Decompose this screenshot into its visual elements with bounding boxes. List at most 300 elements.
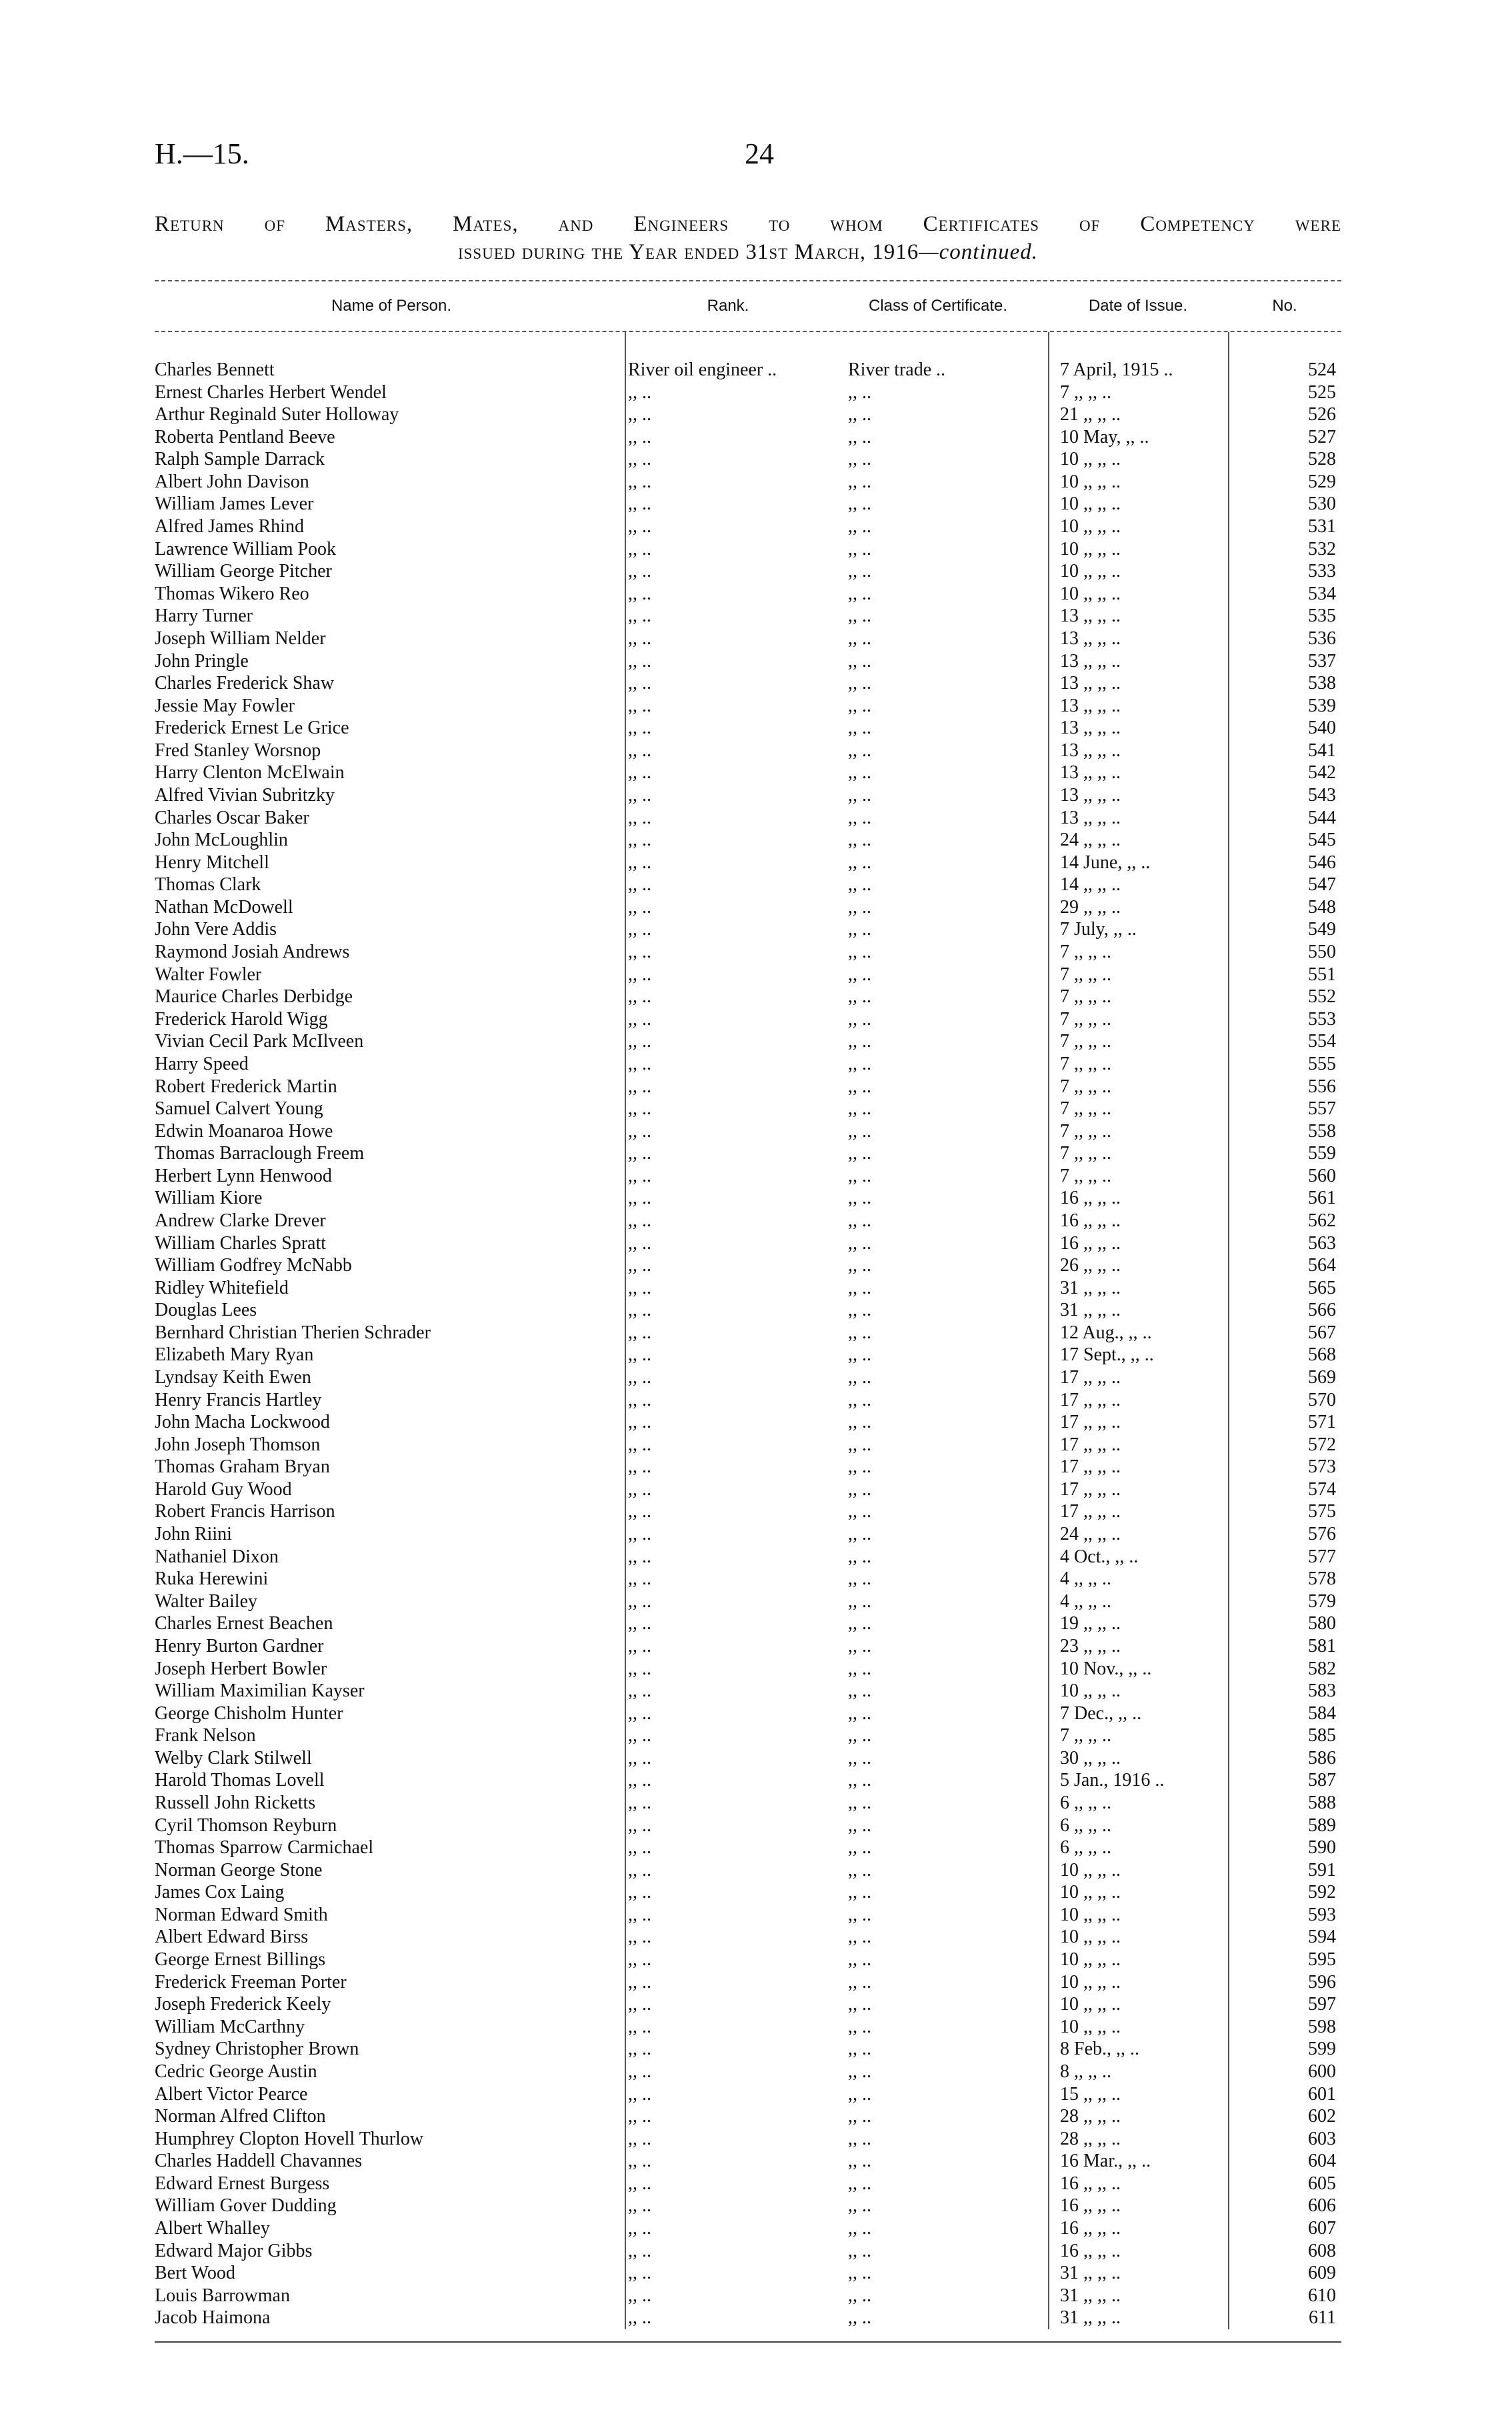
person-name: Bernhard Christian Therien Schrader xyxy=(155,1322,431,1343)
table-row xyxy=(155,1389,1341,1412)
date-of-issue-cell: 7 ,, ,, .. xyxy=(1060,986,1111,1008)
certificate-class-cell: ,, .. xyxy=(848,919,871,940)
certificate-class-cell: ,, .. xyxy=(848,1927,871,1948)
page-number: 24 xyxy=(745,137,774,170)
person-name: Vivian Cecil Park McIlveen xyxy=(155,1031,364,1052)
table-row xyxy=(155,2061,1341,2083)
person-name: Charles Oscar Baker xyxy=(155,807,309,828)
certificate-class-cell: ,, .. xyxy=(848,1478,871,1500)
certificate-class-cell: ,, .. xyxy=(848,1165,871,1186)
table-row xyxy=(155,359,1341,381)
certificates-table xyxy=(155,280,1341,2343)
rank-cell: ,, .. xyxy=(628,2106,651,2127)
date-of-issue-cell: 4 Oct., ,, .. xyxy=(1060,1546,1139,1567)
rank-cell: ,, .. xyxy=(628,784,651,806)
certificate-class-cell: ,, .. xyxy=(848,1434,871,1455)
person-name: Edward Ernest Burgess xyxy=(155,2173,330,2194)
person-name: Henry Burton Gardner xyxy=(155,1635,324,1656)
certificate-class-cell: River trade .. xyxy=(848,359,946,380)
person-name: Cedric George Austin xyxy=(155,2061,317,2082)
date-of-issue-cell: 13 ,, ,, .. xyxy=(1060,762,1121,784)
certificate-class-cell: ,, .. xyxy=(848,1994,871,2015)
certificate-number-cell: 562 xyxy=(1308,1210,1336,1231)
certificate-class-cell: ,, .. xyxy=(848,1389,871,1410)
date-of-issue-cell: 13 ,, ,, .. xyxy=(1060,695,1121,716)
table-row xyxy=(155,1859,1341,1882)
table-row xyxy=(155,1120,1341,1143)
date-of-issue-cell: 5 Jan., 1916 .. xyxy=(1060,1770,1165,1791)
date-of-issue-cell: 7 ,, ,, .. xyxy=(1060,964,1111,985)
table-row xyxy=(155,1344,1341,1366)
person-name: Ruka Herewini xyxy=(155,1568,269,1590)
certificate-number-cell: 611 xyxy=(1309,2307,1336,2329)
person-name: Harry Speed xyxy=(155,1053,249,1074)
table-row xyxy=(155,695,1341,718)
person-name: Cyril Thomson Reyburn xyxy=(155,1814,337,1836)
date-of-issue-cell: 17 ,, ,, .. xyxy=(1060,1434,1121,1455)
column-divider xyxy=(625,332,626,2329)
table-row xyxy=(155,1277,1341,1300)
certificate-number-cell: 579 xyxy=(1308,1590,1336,1612)
table-row xyxy=(155,672,1341,695)
date-of-issue-cell: 4 ,, ,, .. xyxy=(1060,1590,1111,1612)
certificate-class-cell: ,, .. xyxy=(848,807,871,828)
date-of-issue-cell: 23 ,, ,, .. xyxy=(1060,1635,1121,1656)
table-row xyxy=(155,471,1341,493)
person-name: John Pringle xyxy=(155,650,249,672)
column-header-rank: Rank. xyxy=(707,297,749,315)
certificate-number-cell: 575 xyxy=(1308,1501,1336,1522)
date-of-issue-cell: 8 Feb., ,, .. xyxy=(1060,2039,1139,2060)
date-of-issue-cell: 14 June, ,, .. xyxy=(1060,852,1151,873)
person-name: Maurice Charles Derbidge xyxy=(155,986,353,1008)
rank-cell: ,, .. xyxy=(628,1165,651,1186)
table-row xyxy=(155,1881,1341,1904)
certificate-number-cell: 566 xyxy=(1308,1300,1336,1321)
certificate-class-cell: ,, .. xyxy=(848,2240,871,2261)
certificate-number-cell: 585 xyxy=(1308,1725,1336,1746)
date-of-issue-cell: 10 ,, ,, .. xyxy=(1060,1949,1121,1971)
date-of-issue-cell: 31 ,, ,, .. xyxy=(1060,1300,1121,1321)
rank-cell: ,, .. xyxy=(628,964,651,985)
person-name: Sydney Christopher Brown xyxy=(155,2039,359,2060)
date-of-issue-cell: 13 ,, ,, .. xyxy=(1060,673,1121,694)
person-name: Alfred Vivian Subritzky xyxy=(155,784,335,806)
rank-cell: ,, .. xyxy=(628,852,651,873)
certificate-class-cell: ,, .. xyxy=(848,1658,871,1679)
date-of-issue-cell: 16 Mar., ,, .. xyxy=(1060,2151,1151,2172)
table-row xyxy=(155,986,1341,1008)
certificate-number-cell: 602 xyxy=(1308,2106,1336,2127)
certificate-number-cell: 601 xyxy=(1308,2083,1336,2105)
certificate-number-cell: 537 xyxy=(1308,650,1336,672)
certificate-number-cell: 556 xyxy=(1308,1076,1336,1097)
table-row xyxy=(155,1702,1341,1725)
date-of-issue-cell: 29 ,, ,, .. xyxy=(1060,896,1121,918)
certificate-class-cell: ,, .. xyxy=(848,2128,871,2149)
certificate-number-cell: 589 xyxy=(1308,1814,1336,1836)
certificate-number-cell: 571 xyxy=(1308,1412,1336,1433)
person-name: George Ernest Billings xyxy=(155,1949,326,1971)
certificate-number-cell: 533 xyxy=(1308,561,1336,582)
table-row xyxy=(155,2016,1341,2039)
rank-cell: ,, .. xyxy=(628,1143,651,1164)
person-name: John Joseph Thomson xyxy=(155,1434,321,1455)
table-row xyxy=(155,1456,1341,1478)
table-row xyxy=(155,1837,1341,1859)
date-of-issue-cell: 7 July, ,, .. xyxy=(1060,919,1137,940)
rank-cell: ,, .. xyxy=(628,1927,651,1948)
person-name: Jacob Haimona xyxy=(155,2307,271,2329)
rank-cell: ,, .. xyxy=(628,1792,651,1813)
table-row xyxy=(155,2195,1341,2217)
person-name: Charles Haddell Chavannes xyxy=(155,2151,363,2172)
person-name: John Macha Lockwood xyxy=(155,1412,330,1433)
rank-cell: ,, .. xyxy=(628,1255,651,1276)
certificate-class-cell: ,, .. xyxy=(848,471,871,492)
person-name: Herbert Lynn Henwood xyxy=(155,1165,332,1186)
certificate-class-cell: ,, .. xyxy=(848,1344,871,1366)
date-of-issue-cell: 7 Dec., ,, .. xyxy=(1060,1702,1142,1724)
date-of-issue-cell: 10 ,, ,, .. xyxy=(1060,1971,1121,1993)
certificate-class-cell: ,, .. xyxy=(848,942,871,963)
certificate-number-cell: 534 xyxy=(1308,583,1336,604)
person-name: John Vere Addis xyxy=(155,919,277,940)
rank-cell: ,, .. xyxy=(628,1008,651,1030)
certificate-class-cell: ,, .. xyxy=(848,1792,871,1813)
rank-cell: ,, .. xyxy=(628,381,651,403)
date-of-issue-cell: 16 ,, ,, .. xyxy=(1060,2240,1121,2261)
rank-cell: ,, .. xyxy=(628,1524,651,1545)
certificate-class-cell: ,, .. xyxy=(848,1232,871,1254)
date-of-issue-cell: 10 ,, ,, .. xyxy=(1060,2016,1121,2037)
rank-cell: ,, .. xyxy=(628,2083,651,2105)
table-row xyxy=(155,381,1341,404)
table-row xyxy=(155,896,1341,919)
certificate-number-cell: 583 xyxy=(1308,1680,1336,1702)
title-continued: —continued. xyxy=(919,240,1038,264)
date-of-issue-cell: 7 ,, ,, .. xyxy=(1060,942,1111,963)
table-row xyxy=(155,448,1341,471)
person-name: William George Pitcher xyxy=(155,561,332,582)
certificate-class-cell: ,, .. xyxy=(848,404,871,425)
date-of-issue-cell: 13 ,, ,, .. xyxy=(1060,605,1121,627)
rank-cell: ,, .. xyxy=(628,650,651,672)
date-of-issue-cell: 10 ,, ,, .. xyxy=(1060,1859,1121,1881)
certificate-number-cell: 548 xyxy=(1308,896,1336,918)
certificate-number-cell: 576 xyxy=(1308,1524,1336,1545)
person-name: Harry Turner xyxy=(155,605,253,627)
certificate-number-cell: 563 xyxy=(1308,1232,1336,1254)
date-of-issue-cell: 31 ,, ,, .. xyxy=(1060,1277,1121,1298)
person-name: Nathaniel Dixon xyxy=(155,1546,279,1567)
date-of-issue-cell: 10 ,, ,, .. xyxy=(1060,561,1121,582)
table-row xyxy=(155,1993,1341,2016)
column-header-date: Date of Issue. xyxy=(1088,297,1188,315)
rank-cell: ,, .. xyxy=(628,695,651,716)
rank-cell: ,, .. xyxy=(628,516,651,537)
page-header xyxy=(155,137,1341,177)
certificate-class-cell: ,, .. xyxy=(848,1120,871,1142)
certificate-class-cell: ,, .. xyxy=(848,1882,871,1903)
date-of-issue-cell: 13 ,, ,, .. xyxy=(1060,807,1121,828)
certificate-number-cell: 581 xyxy=(1308,1635,1336,1656)
table-row xyxy=(155,1724,1341,1747)
certificate-number-cell: 600 xyxy=(1308,2061,1336,2082)
certificate-number-cell: 608 xyxy=(1308,2240,1336,2261)
person-name: Thomas Wikero Reo xyxy=(155,583,309,604)
table-bottom-rule xyxy=(155,2341,1341,2343)
table-row xyxy=(155,560,1341,583)
certificate-class-cell: ,, .. xyxy=(848,1971,871,1993)
table-row xyxy=(155,2150,1341,2173)
table-row xyxy=(155,1926,1341,1949)
certificate-class-cell: ,, .. xyxy=(848,381,871,403)
rank-cell: ,, .. xyxy=(628,1949,651,1971)
date-of-issue-cell: 31 ,, ,, .. xyxy=(1060,2307,1121,2329)
table-row xyxy=(155,1030,1341,1053)
date-of-issue-cell: 16 ,, ,, .. xyxy=(1060,2217,1121,2239)
person-name: Jessie May Fowler xyxy=(155,695,295,716)
person-name: Walter Bailey xyxy=(155,1590,258,1612)
certificate-number-cell: 598 xyxy=(1308,2016,1336,2037)
rank-cell: ,, .. xyxy=(628,1412,651,1433)
rank-cell: ,, .. xyxy=(628,2016,651,2037)
certificate-number-cell: 609 xyxy=(1308,2263,1336,2284)
table-row xyxy=(155,2128,1341,2151)
person-name: Raymond Josiah Andrews xyxy=(155,942,350,963)
person-name: Joseph William Nelder xyxy=(155,628,326,649)
table-row xyxy=(155,493,1341,515)
person-name: Walter Fowler xyxy=(155,964,262,985)
rank-cell: ,, .. xyxy=(628,673,651,694)
certificate-class-cell: ,, .. xyxy=(848,1524,871,1545)
table-row xyxy=(155,583,1341,605)
certificate-number-cell: 547 xyxy=(1308,874,1336,896)
rank-cell: ,, .. xyxy=(628,471,651,492)
rank-cell: ,, .. xyxy=(628,2151,651,2172)
table-row xyxy=(155,964,1341,986)
certificate-class-cell: ,, .. xyxy=(848,1501,871,1522)
certificate-class-cell: ,, .. xyxy=(848,2083,871,2105)
certificate-class-cell: ,, .. xyxy=(848,1322,871,1343)
table-row xyxy=(155,941,1341,964)
person-name: Ridley Whitefield xyxy=(155,1277,289,1298)
table-row xyxy=(155,829,1341,852)
certificate-number-cell: 586 xyxy=(1308,1747,1336,1768)
rank-cell: ,, .. xyxy=(628,1837,651,1859)
table-row xyxy=(155,1411,1341,1434)
certificate-class-cell: ,, .. xyxy=(848,2061,871,2082)
person-name: Harold Guy Wood xyxy=(155,1478,292,1500)
table-row xyxy=(155,605,1341,628)
date-of-issue-cell: 13 ,, ,, .. xyxy=(1060,784,1121,806)
table-row xyxy=(155,2173,1341,2195)
certificate-class-cell: ,, .. xyxy=(848,2173,871,2194)
person-name: Alfred James Rhind xyxy=(155,516,304,537)
rank-cell: ,, .. xyxy=(628,1590,651,1612)
certificate-number-cell: 568 xyxy=(1308,1344,1336,1366)
certificate-number-cell: 545 xyxy=(1308,830,1336,851)
rank-cell: ,, .. xyxy=(628,605,651,627)
certificate-class-cell: ,, .. xyxy=(848,1590,871,1612)
certificate-number-cell: 590 xyxy=(1308,1837,1336,1859)
date-of-issue-cell: 13 ,, ,, .. xyxy=(1060,650,1121,672)
rank-cell: ,, .. xyxy=(628,583,651,604)
certificate-class-cell: ,, .. xyxy=(848,673,871,694)
certificate-number-cell: 541 xyxy=(1308,740,1336,761)
date-of-issue-cell: 16 ,, ,, .. xyxy=(1060,1210,1121,1231)
date-of-issue-cell: 31 ,, ,, .. xyxy=(1060,2285,1121,2306)
person-name: Charles Bennett xyxy=(155,359,275,380)
person-name: Albert Whalley xyxy=(155,2217,270,2239)
certificate-class-cell: ,, .. xyxy=(848,2195,871,2217)
rank-cell: ,, .. xyxy=(628,1994,651,2015)
table-row xyxy=(155,2262,1341,2285)
date-of-issue-cell: 6 ,, ,, .. xyxy=(1060,1837,1111,1859)
certificate-number-cell: 546 xyxy=(1308,852,1336,873)
rank-cell: ,, .. xyxy=(628,830,651,851)
certificate-number-cell: 604 xyxy=(1308,2151,1336,2172)
date-of-issue-cell: 10 ,, ,, .. xyxy=(1060,493,1121,515)
table-row xyxy=(155,2105,1341,2128)
certificate-class-cell: ,, .. xyxy=(848,1568,871,1590)
certificate-class-cell: ,, .. xyxy=(848,2039,871,2060)
certificate-number-cell: 539 xyxy=(1308,695,1336,716)
date-of-issue-cell: 17 ,, ,, .. xyxy=(1060,1501,1121,1522)
rank-cell: ,, .. xyxy=(628,1635,651,1656)
table-row xyxy=(155,2307,1341,2329)
certificate-class-cell: ,, .. xyxy=(848,538,871,559)
rank-cell: ,, .. xyxy=(628,2285,651,2306)
rank-cell: ,, .. xyxy=(628,1322,651,1343)
certificate-number-cell: 549 xyxy=(1308,919,1336,940)
table-row xyxy=(155,874,1341,896)
certificate-number-cell: 588 xyxy=(1308,1792,1336,1813)
certificate-class-cell: ,, .. xyxy=(848,718,871,739)
certificate-number-cell: 567 xyxy=(1308,1322,1336,1343)
rank-cell: ,, .. xyxy=(628,2173,651,2194)
certificate-number-cell: 569 xyxy=(1308,1367,1336,1388)
certificate-number-cell: 543 xyxy=(1308,784,1336,806)
person-name: Nathan McDowell xyxy=(155,896,293,918)
title-line-1: Return of Masters, Mates, and Engineers to whom Certificates of Competency were xyxy=(155,212,1341,236)
table-row xyxy=(155,1322,1341,1344)
certificate-number-cell: 565 xyxy=(1308,1277,1336,1298)
person-name: John McLoughlin xyxy=(155,830,288,851)
person-name: John Riini xyxy=(155,1524,232,1545)
table-row xyxy=(155,1904,1341,1927)
rank-cell: ,, .. xyxy=(628,1546,651,1567)
certificate-class-cell: ,, .. xyxy=(848,1277,871,1298)
table-row xyxy=(155,1210,1341,1232)
certificate-class-cell: ,, .. xyxy=(848,852,871,873)
certificate-number-cell: 597 xyxy=(1308,1994,1336,2015)
rank-cell: ,, .. xyxy=(628,2307,651,2329)
date-of-issue-cell: 10 ,, ,, .. xyxy=(1060,516,1121,537)
person-name: Elizabeth Mary Ryan xyxy=(155,1344,314,1366)
certificate-number-cell: 536 xyxy=(1308,628,1336,649)
person-name: James Cox Laing xyxy=(155,1882,285,1903)
date-of-issue-cell: 17 Sept., ,, .. xyxy=(1060,1344,1154,1366)
certificate-number-cell: 540 xyxy=(1308,718,1336,739)
certificate-class-cell: ,, .. xyxy=(848,1255,871,1276)
certificate-class-cell: ,, .. xyxy=(848,2217,871,2239)
date-of-issue-cell: 19 ,, ,, .. xyxy=(1060,1613,1121,1634)
rank-cell: ,, .. xyxy=(628,1478,651,1500)
person-name: William Godfrey McNabb xyxy=(155,1255,352,1276)
person-name: Henry Mitchell xyxy=(155,852,269,873)
table-row xyxy=(155,1254,1341,1277)
certificate-class-cell: ,, .. xyxy=(848,830,871,851)
rank-cell: ,, .. xyxy=(628,718,651,739)
rank-cell: ,, .. xyxy=(628,2128,651,2149)
table-row xyxy=(155,1658,1341,1680)
certificate-number-cell: 529 xyxy=(1308,471,1336,492)
rank-cell: ,, .. xyxy=(628,1859,651,1881)
person-name: Douglas Lees xyxy=(155,1300,257,1321)
rank-cell: ,, .. xyxy=(628,807,651,828)
rank-cell: ,, .. xyxy=(628,986,651,1008)
table-row xyxy=(155,1814,1341,1837)
table-row xyxy=(155,1098,1341,1120)
certificate-class-cell: ,, .. xyxy=(848,1367,871,1388)
date-of-issue-cell: 7 ,, ,, .. xyxy=(1060,1165,1111,1186)
date-of-issue-cell: 10 ,, ,, .. xyxy=(1060,1927,1121,1948)
certificate-number-cell: 593 xyxy=(1308,1904,1336,1925)
date-of-issue-cell: 10 ,, ,, .. xyxy=(1060,1904,1121,1925)
rank-cell: ,, .. xyxy=(628,1031,651,1052)
certificate-class-cell: ,, .. xyxy=(848,1814,871,1836)
person-name: Frederick Harold Wigg xyxy=(155,1008,328,1030)
certificate-class-cell: ,, .. xyxy=(848,2307,871,2329)
person-name: Robert Frederick Martin xyxy=(155,1076,337,1097)
rank-cell: ,, .. xyxy=(628,1098,651,1120)
certificate-class-cell: ,, .. xyxy=(848,1725,871,1746)
certificate-class-cell: ,, .. xyxy=(848,1300,871,1321)
rank-cell: ,, .. xyxy=(628,1971,651,1993)
person-name: Charles Frederick Shaw xyxy=(155,673,335,694)
table-row xyxy=(155,1792,1341,1814)
certificate-class-cell: ,, .. xyxy=(848,449,871,470)
certificate-class-cell: ,, .. xyxy=(848,762,871,784)
date-of-issue-cell: 17 ,, ,, .. xyxy=(1060,1367,1121,1388)
date-of-issue-cell: 21 ,, ,, .. xyxy=(1060,404,1121,425)
rank-cell: ,, .. xyxy=(628,1725,651,1746)
date-of-issue-cell: 17 ,, ,, .. xyxy=(1060,1456,1121,1478)
date-of-issue-cell: 17 ,, ,, .. xyxy=(1060,1478,1121,1500)
title-line-2-text: issued during the Year ended 31st March, 1916 xyxy=(457,240,919,264)
rank-cell: ,, .. xyxy=(628,1367,651,1388)
table-row xyxy=(155,1680,1341,1702)
certificate-number-cell: 558 xyxy=(1308,1120,1336,1142)
table-row xyxy=(155,918,1341,941)
certificate-class-cell: ,, .. xyxy=(848,986,871,1008)
person-name: William Kiore xyxy=(155,1188,263,1209)
certificate-number-cell: 528 xyxy=(1308,449,1336,470)
date-of-issue-cell: 10 ,, ,, .. xyxy=(1060,1994,1121,2015)
certificate-number-cell: 554 xyxy=(1308,1031,1336,1052)
certificate-number-cell: 564 xyxy=(1308,1255,1336,1276)
rank-cell: ,, .. xyxy=(628,942,651,963)
person-name: Samuel Calvert Young xyxy=(155,1098,323,1120)
date-of-issue-cell: 7 ,, ,, .. xyxy=(1060,1143,1111,1164)
certificate-number-cell: 574 xyxy=(1308,1478,1336,1500)
date-of-issue-cell: 16 ,, ,, .. xyxy=(1060,1188,1121,1209)
date-of-issue-cell: 10 ,, ,, .. xyxy=(1060,1680,1121,1702)
table-row xyxy=(155,1187,1341,1210)
column-divider xyxy=(1048,332,1049,2329)
